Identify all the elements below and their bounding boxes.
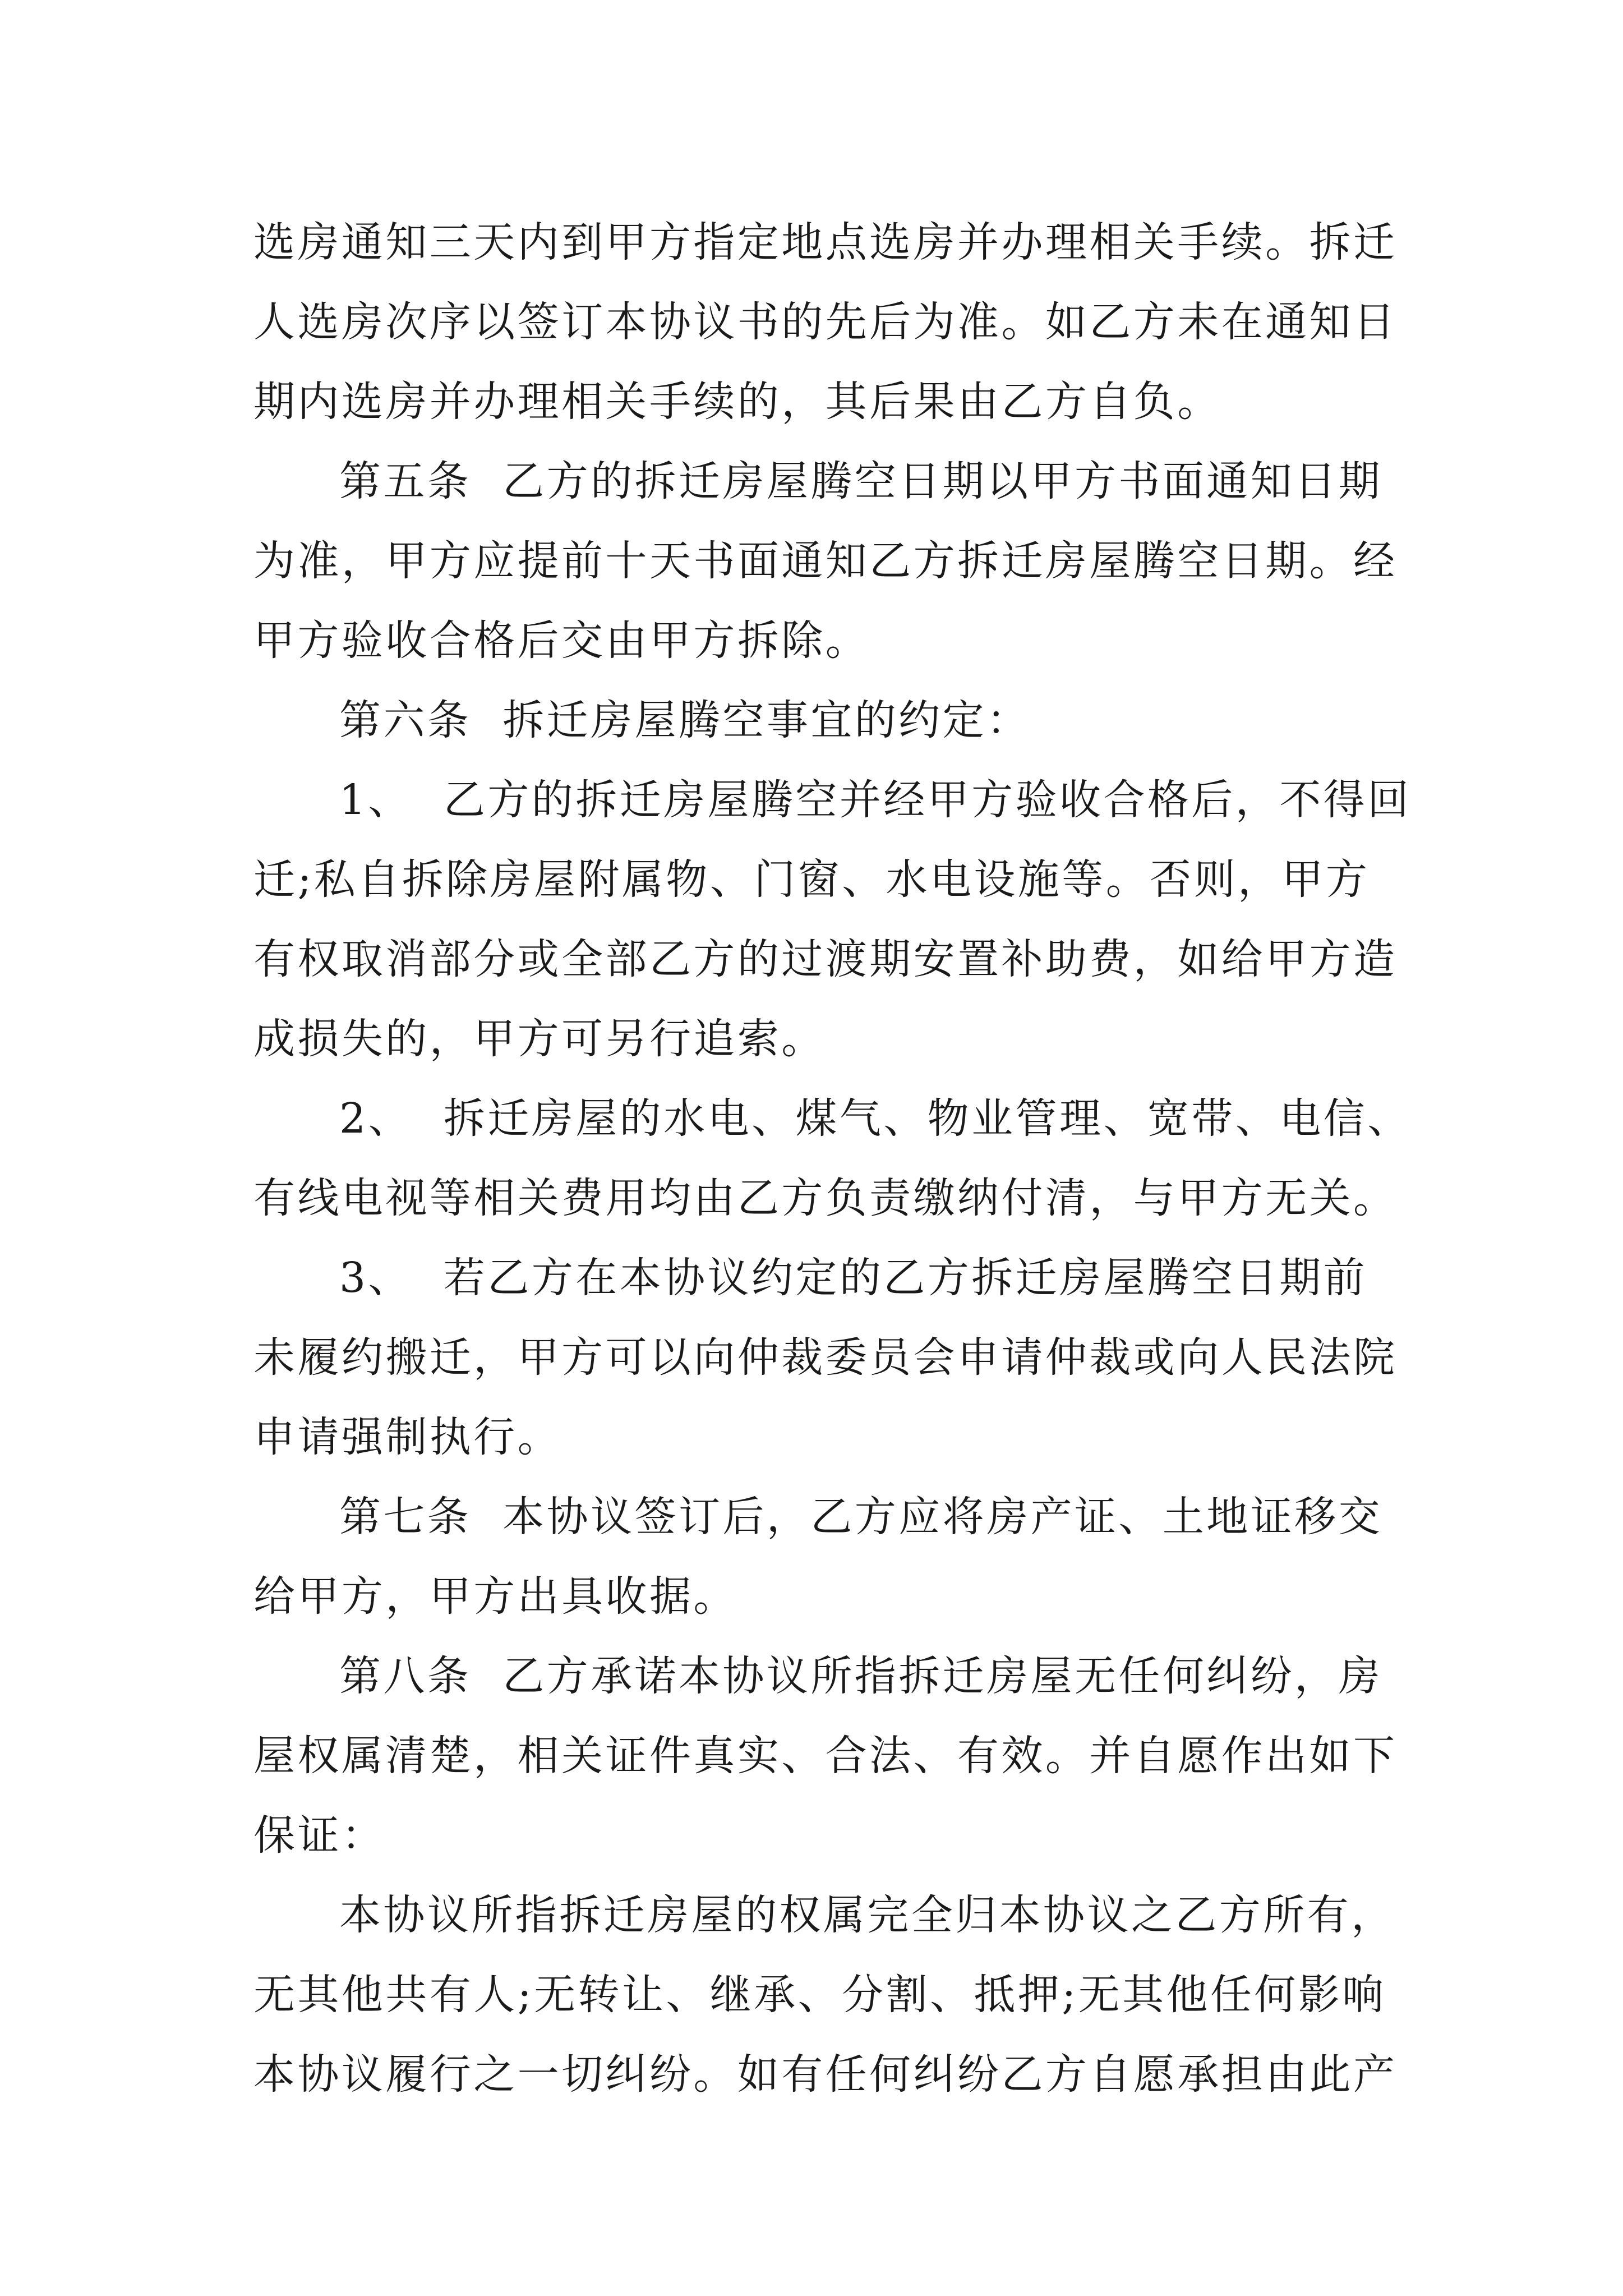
text-line: 无其他共有人;无转让、继承、分割、抵押;无其他任何影响 <box>253 1971 1386 2019</box>
text-line: 有权取消部分或全部乙方的过渡期安置补助费，如给甲方造 <box>253 935 1398 983</box>
article-8-heading-line: 第八条 乙方承诺本协议所指拆迁房屋无任何纠纷，房 <box>339 1652 1383 1700</box>
item-2-line: 2、 拆迁房屋的水电、煤气、物业管理、宽带、电信、 <box>339 1094 1412 1143</box>
text-line: 成损失的，甲方可另行追索。 <box>253 1015 826 1063</box>
text-line: 申请强制执行。 <box>253 1413 562 1461</box>
text-line: 屋权属清楚，相关证件真实、合法、有效。并自愿作出如下 <box>253 1732 1398 1780</box>
text-line: 甲方验收合格后交由甲方拆除。 <box>253 616 870 665</box>
text-line: 有线电视等相关费用均由乙方负责缴纳付清，与甲方无关。 <box>253 1174 1398 1222</box>
text-line: 本协议履行之一切纠纷。如有任何纠纷乙方自愿承担由此产 <box>253 2050 1398 2099</box>
guarantee-paragraph-line: 本协议所指拆迁房屋的权属完全归本协议之乙方所有， <box>339 1891 1395 1939</box>
article-7-heading-line: 第七条 本协议签订后，乙方应将房产证、土地证移交 <box>339 1493 1383 1541</box>
text-line: 保证： <box>253 1811 386 1860</box>
text-line: 未履约搬迁，甲方可以向仲裁委员会申请仲裁或向人民法院 <box>253 1333 1398 1382</box>
text-line: 迁;私自拆除房屋附属物、门窗、水电设施等。否则，甲方 <box>253 855 1370 904</box>
item-1-line: 1、 乙方的拆迁房屋腾空并经甲方验收合格后，不得回 <box>339 776 1412 824</box>
text-line: 选房通知三天内到甲方指定地点选房并办理相关手续。拆迁 <box>253 218 1398 266</box>
text-line: 期内选房并办理相关手续的，其后果由乙方自负。 <box>253 378 1221 426</box>
text-line: 给甲方，甲方出具收据。 <box>253 1572 737 1621</box>
article-5-heading-line: 第五条 乙方的拆迁房屋腾空日期以甲方书面通知日期 <box>339 457 1383 505</box>
text-line: 人选房次序以签订本协议书的先后为准。如乙方未在通知日 <box>253 298 1398 346</box>
article-6-heading-line: 第六条 拆迁房屋腾空事宜的约定： <box>339 696 1031 744</box>
text-line: 为准，甲方应提前十天书面通知乙方拆迁房屋腾空日期。经 <box>253 537 1398 585</box>
item-3-line: 3、 若乙方在本协议约定的乙方拆迁房屋腾空日期前 <box>339 1254 1368 1302</box>
